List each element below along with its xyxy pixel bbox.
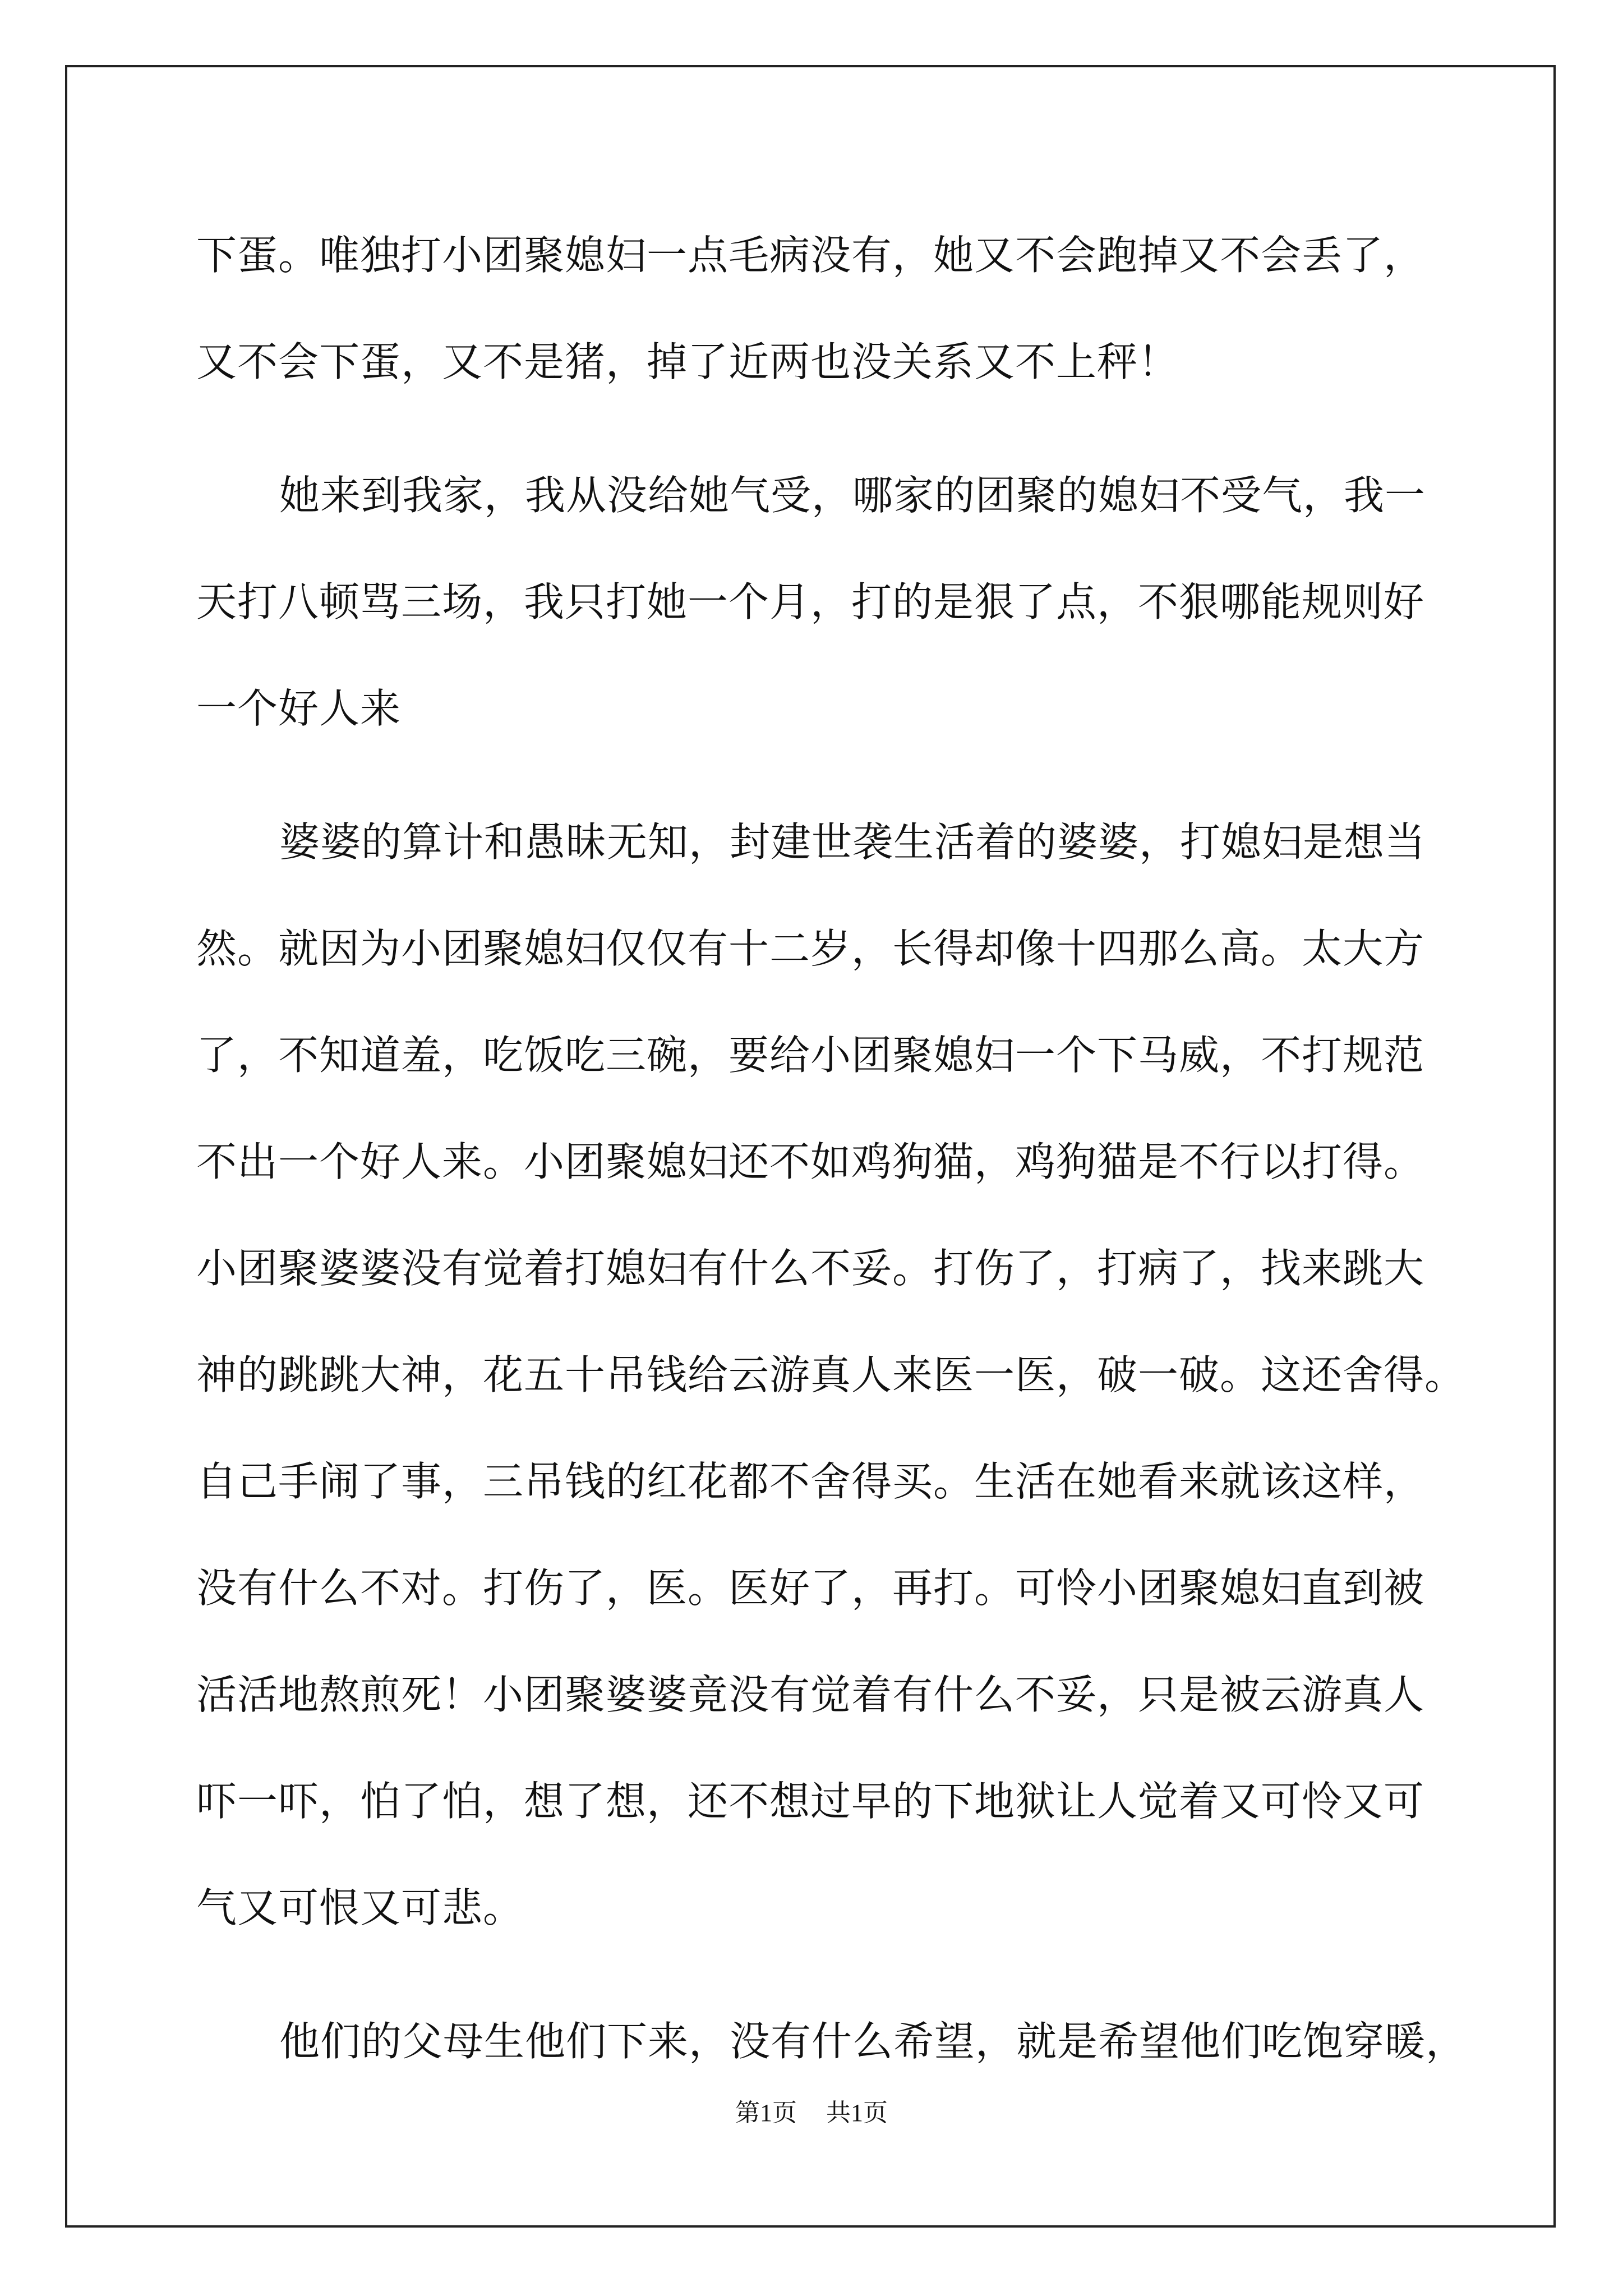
text-line: 她来到我家，我从没给她气受，哪家的团聚的媳妇不受气，我一 xyxy=(279,472,1426,519)
text-line: 没有什么不对。打伤了，医。医好了，再打。可怜小团聚媳妇直到被 xyxy=(196,1565,1425,1612)
text-line: 了，不知道羞，吃饭吃三碗，要给小团聚媳妇一个下马威，不打规范 xyxy=(196,1032,1425,1079)
text-line: 天打八顿骂三场，我只打她一个月，打的是狠了点，不狠哪能规则好 xyxy=(196,578,1425,625)
text-line: 一个好人来 xyxy=(196,685,402,732)
text-line: 婆婆的算计和愚昧无知，封建世袭生活着的婆婆，打媳妇是想当 xyxy=(279,818,1426,866)
text-line: 活活地熬煎死！小团聚婆婆竟没有觉着有什么不妥，只是被云游真人 xyxy=(196,1671,1425,1718)
page-number: 第1页 xyxy=(735,2099,797,2127)
paragraph-gap xyxy=(196,415,1430,442)
text-line: 不出一个好人来。小团聚媳妇还不如鸡狗猫，鸡狗猫是不行以打得。 xyxy=(196,1138,1425,1185)
text-line: 然。就因为小团聚媳妇仅仅有十二岁，长得却像十四那么高。太大方 xyxy=(196,925,1425,972)
text-line: 下蛋。唯独打小团聚媳妇一点毛病没有，她又不会跑掉又不会丢了， xyxy=(196,232,1425,279)
text-line: 吓一吓，怕了怕，想了想，还不想过早的下地狱让人觉着又可怜又可 xyxy=(196,1778,1425,1825)
text-line: 神的跳跳大神，花五十吊钱给云游真人来医一医，破一破。这还舍得。 xyxy=(196,1351,1466,1398)
text-line: 小团聚婆婆没有觉着打媳妇有什么不妥。打伤了，打病了，找来跳大 xyxy=(196,1245,1425,1292)
text-line: 又不会下蛋，又不是猪，掉了近两也没关系又不上秤！ xyxy=(196,338,1179,385)
page-footer xyxy=(0,2096,1623,2130)
text-line: 他们的父母生他们下来，没有什么希望，就是希望他们吃饱穿暖， xyxy=(279,2018,1467,2065)
text-line: 气又可恨又可悲。 xyxy=(196,1884,524,1931)
paragraph-gap xyxy=(196,1961,1430,1988)
document-body xyxy=(196,202,1467,2095)
paragraph-gap xyxy=(196,762,1430,789)
text-line: 自己手闹了事，三吊钱的红花都不舍得买。生活在她看来就该这样， xyxy=(196,1458,1425,1505)
page-total: 共1页 xyxy=(826,2099,888,2127)
